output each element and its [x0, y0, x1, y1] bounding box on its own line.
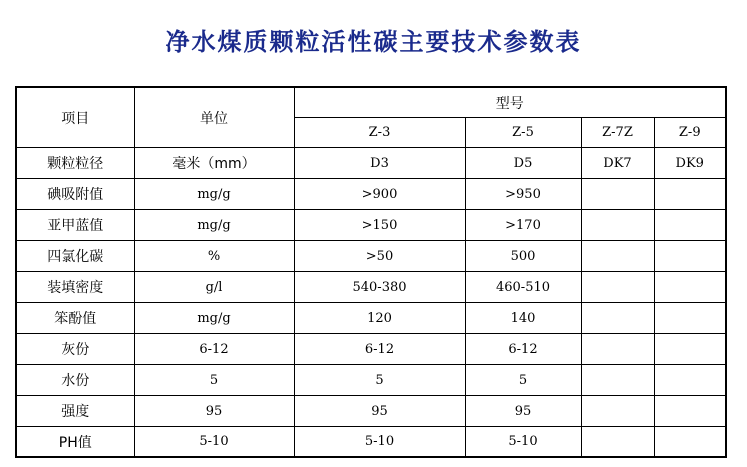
- row-value: 6-12: [465, 334, 581, 365]
- row-value: [654, 365, 726, 396]
- row-value: [654, 303, 726, 334]
- row-value: [581, 396, 654, 427]
- row-value: [581, 427, 654, 458]
- row-item: 碘吸附值: [16, 179, 134, 210]
- row-value: 500: [465, 241, 581, 272]
- table-row: [16, 396, 726, 427]
- row-item: PH值: [16, 427, 134, 458]
- row-unit: mg/g: [134, 303, 294, 334]
- row-value: 5-10: [294, 427, 465, 458]
- row-item: 颗粒粒径: [16, 148, 134, 179]
- row-value: [581, 365, 654, 396]
- row-value: >170: [465, 210, 581, 241]
- row-value: 6-12: [294, 334, 465, 365]
- table-row: [16, 272, 726, 303]
- row-unit: %: [134, 241, 294, 272]
- row-value: 5: [465, 365, 581, 396]
- row-item: 水份: [16, 365, 134, 396]
- row-value: 540-380: [294, 272, 465, 303]
- row-value: DK7: [581, 148, 654, 179]
- row-value: D5: [465, 148, 581, 179]
- header-item: 项目: [16, 87, 134, 148]
- page-title: 净水煤质颗粒活性碳主要技术参数表: [165, 27, 582, 56]
- table-row: [16, 334, 726, 365]
- table-row: [16, 427, 726, 458]
- row-value: [654, 179, 726, 210]
- row-item: 装填密度: [16, 272, 134, 303]
- row-value: [654, 427, 726, 458]
- row-value: 95: [294, 396, 465, 427]
- row-unit: 6-12: [134, 334, 294, 365]
- row-item: 灰份: [16, 334, 134, 365]
- row-unit: 95: [134, 396, 294, 427]
- row-value: [581, 303, 654, 334]
- row-value: DK9: [654, 148, 726, 179]
- table-row: [16, 210, 726, 241]
- row-value: [654, 334, 726, 365]
- row-item: 四氯化碳: [16, 241, 134, 272]
- row-value: 95: [465, 396, 581, 427]
- header-model: Z-7Z: [581, 118, 654, 148]
- row-value: [581, 210, 654, 241]
- row-item: 亚甲蓝值: [16, 210, 134, 241]
- row-unit: mg/g: [134, 210, 294, 241]
- row-value: [654, 396, 726, 427]
- row-value: [654, 241, 726, 272]
- row-value: 5: [294, 365, 465, 396]
- row-item: 笨酚值: [16, 303, 134, 334]
- row-value: >150: [294, 210, 465, 241]
- row-value: [581, 179, 654, 210]
- table-row: [16, 241, 726, 272]
- row-value: >50: [294, 241, 465, 272]
- row-unit: g/l: [134, 272, 294, 303]
- header-model-group: 型号: [294, 87, 726, 118]
- row-value: D3: [294, 148, 465, 179]
- row-unit: mg/g: [134, 179, 294, 210]
- row-value: 140: [465, 303, 581, 334]
- row-unit: 5-10: [134, 427, 294, 458]
- row-value: 120: [294, 303, 465, 334]
- header-model: Z-5: [465, 118, 581, 148]
- header-unit: 单位: [134, 87, 294, 148]
- table-row: [16, 179, 726, 210]
- row-value: 5-10: [465, 427, 581, 458]
- header-model: Z-3: [294, 118, 465, 148]
- row-value: >900: [294, 179, 465, 210]
- table-row: [16, 303, 726, 334]
- table-row: [16, 148, 726, 179]
- row-value: [581, 334, 654, 365]
- row-value: [581, 241, 654, 272]
- row-value: [654, 210, 726, 241]
- row-value: [654, 272, 726, 303]
- spec-table: [15, 86, 727, 458]
- header-row: [16, 87, 726, 118]
- row-value: 460-510: [465, 272, 581, 303]
- row-unit: 5: [134, 365, 294, 396]
- row-item: 强度: [16, 396, 134, 427]
- row-value: >950: [465, 179, 581, 210]
- row-unit: 毫米（mm）: [134, 148, 294, 179]
- header-model: Z-9: [654, 118, 726, 148]
- row-value: [581, 272, 654, 303]
- table-row: [16, 365, 726, 396]
